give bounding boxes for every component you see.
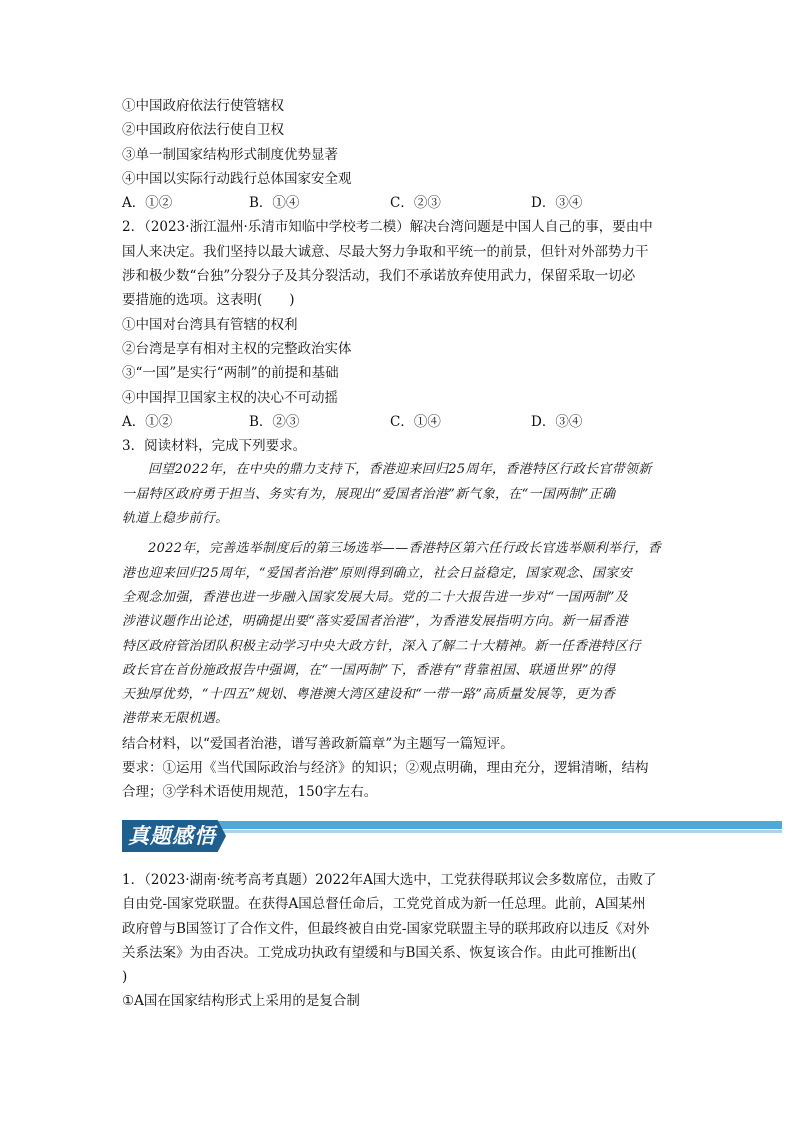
- statement: ④中国以实际行动践行总体国家安全观: [122, 170, 352, 187]
- material-line: 特区政府管治团队积极主动学习中央大政方针，深入了解二十大精神。新一任香港特区行: [122, 638, 641, 654]
- task-line: 要求：①运用《当代国际政治与经济》的知识；②观点明确，理由充分，逻辑清晰，结构: [122, 760, 649, 777]
- material-line: 政长官在首份施政报告中强调，在“一国两制”下，香港有“背靠祖国、联通世界”的得: [122, 662, 616, 678]
- real-exam-questions: [122, 868, 682, 1014]
- question-stem-line: 政府曾与B国签订了合作文件，但最终被自由党-国家党联盟主导的联邦政府以违反《对外: [122, 920, 650, 937]
- option-b: B．①④: [249, 195, 300, 212]
- option-a: A．①②: [122, 195, 173, 212]
- statement: ③“一国”是实行“两制”的前提和基础: [122, 365, 339, 382]
- material-line: 港带来无限机遇。: [122, 711, 229, 727]
- statement: ②中国政府依法行使自卫权: [122, 122, 284, 139]
- answer-options: [122, 410, 682, 434]
- statement: ①中国对台湾具有管辖的权利: [122, 316, 298, 333]
- task-line: 合理；③学科术语使用规范，150字左右。: [122, 784, 378, 801]
- option-c: C．①④: [390, 413, 441, 430]
- material-line: 天独厚优势，“十四五”规划、粤港澳大湾区建设和“一带一路”高质量发展等，更为香: [122, 687, 616, 703]
- statement: ③单一制国家结构形式制度优势显著: [122, 146, 338, 163]
- statement: ①中国政府依法行使管辖权: [122, 98, 284, 114]
- material-line: 全观念加强，香港也进一步融入国家发展大局。党的二十大报告进一步对“一国两制”及: [122, 589, 628, 605]
- statement: ②台湾是享有相对主权的完整政治实体: [122, 340, 352, 357]
- question-stem-line: 要措施的选项。这表明( ): [122, 292, 295, 309]
- question-content: [122, 94, 682, 805]
- question-stem-line: 国人来决定。我们坚持以最大诚意、尽最大努力争取和平统一的前景，但针对外部势力干: [122, 243, 649, 260]
- question-stem-line: 关系法案》为由否决。工党成功执政有望缓和与B国关系、恢复该合作。由此可推断出(: [122, 944, 637, 961]
- material-line: 涉港议题作出论述，明确提出要“落实爱国者治港”，为香港发展指明方向。新一届香港: [122, 614, 628, 630]
- banner-stripe: [218, 821, 782, 829]
- banner-title: 真题感悟: [128, 824, 216, 848]
- option-a: A．①②: [122, 413, 173, 430]
- option-c: C．②③: [390, 195, 441, 212]
- question-stem-line: 1．（2023·湖南·统考高考真题）2022年A国大选中，工党获得联邦议会多数席位，击败了: [122, 872, 657, 888]
- statement: ①A国在国家结构形式上采用的是复合制: [122, 993, 360, 1010]
- option-d: D．③④: [531, 413, 583, 430]
- material-line: 港也迎来回归25周年，“爱国者治港”原则得到确立，社会日益稳定，国家观念、国家安: [122, 565, 632, 581]
- material-line: 2022年，完善选举制度后的第三场选举——香港特区第六任行政长官选举顺利举行，香: [148, 541, 662, 557]
- material-line: 一届特区政府勇于担当、务实有为，展现出“爱国者治港”新气象，在“一国两制”正确: [122, 486, 616, 502]
- banner-stripe-light: [218, 830, 782, 833]
- option-d: D．③④: [531, 195, 583, 212]
- material-line: 回望2022年，在中央的鼎力支持下，香港迎来回归25周年，香港特区行政长官带领新: [148, 462, 652, 478]
- option-b: B．②③: [249, 413, 300, 430]
- section-banner: [122, 820, 782, 852]
- question-stem-line: 自由党-国家党联盟。在获得A国总督任命后，工党党首成为新一任总理。此前，A国某州: [122, 896, 646, 913]
- question-stem-line: ): [122, 969, 128, 986]
- task-line: 结合材料，以“爱国者治港，谱写善政新篇章”为主题写一篇短评。: [122, 735, 514, 752]
- answer-options: [122, 191, 682, 215]
- question-stem: 3．阅读材料，完成下列要求。: [122, 438, 307, 455]
- question-stem-line: 涉和极少数“台独”分裂分子及其分裂活动，我们不承诺放弃使用武力，保留采取一切必: [122, 268, 636, 285]
- material-line: 轨道上稳步前行。: [122, 511, 229, 527]
- statement: ④中国捍卫国家主权的决心不可动摇: [122, 389, 338, 406]
- question-stem-line: 2．（2023·浙江温州·乐清市知临中学校考二模）解决台湾问题是中国人自己的事，要由中: [122, 219, 653, 236]
